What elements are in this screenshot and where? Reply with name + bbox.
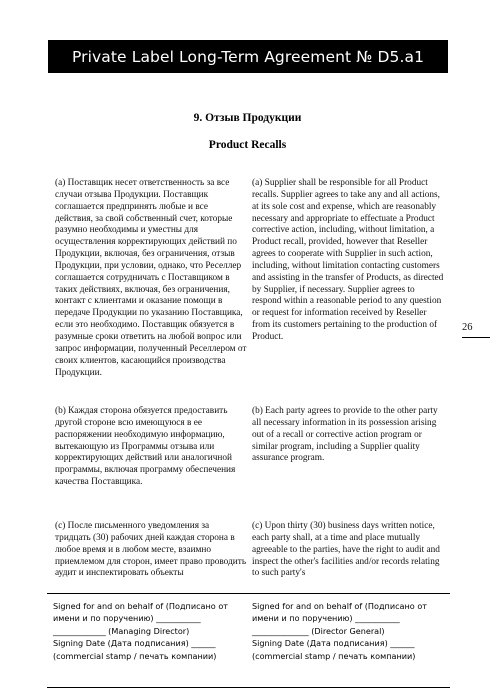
section-heading-en: Product Recalls <box>208 139 287 151</box>
section-heading-ru: 9. Отзыв Продукции <box>193 112 302 124</box>
page-number: 26 <box>462 322 473 333</box>
signature-right-line2: имени и по поручению) ___________ <box>252 613 400 624</box>
signature-right-line4: Signing Date (Дата подписания) ______ <box>252 638 415 649</box>
signature-right-line5: (commercial stamp / печать компании) <box>252 650 416 661</box>
paragraph-a-en: (a) Supplier shall be responsible for all Product recalls. Supplier agrees to take any and all actions, at its sole cost and expense, which are reasonably necessary and appropriate to effectuate a Product corrective action, including, without limitation, a Product recall, provided, however that Reseller agrees to cooperate with Supplier in such action, including, without limitation contacting customers and assisting in the transfer of Products, as directed by Supplier, if necessary. Supplier agrees to respond within a reasonable period to any question or request for information received by Reseller from its customers pertaining to the production of Product. <box>252 178 444 342</box>
document-title: Private Label Long-Term Agreement № D5.a1 <box>71 47 425 66</box>
page-number-rule <box>462 337 490 338</box>
paragraph-c-ru: (c) После письменного уведомления за тридцать (30) рабочих дней каждая сторона в любое время и в любом месте, взаимно приемлемом для сторон, имеет право проводить аудит и инспектировать объекты <box>55 521 247 579</box>
paragraph-b-ru: (b) Каждая сторона обязуется предоставить другой стороне всю имеющуюся в ее распоряжении необходимую информацию, вытекающую из Программы отзыва или корректирующих действий или аналогичной программы, включая программу обеспечения качества Поставщика. <box>55 406 236 488</box>
signature-left-line1: Signed for and on behalf of (Подписано от <box>53 601 228 611</box>
signature-left-line3: _____________ (Managing Director) <box>53 625 190 636</box>
paragraph-a-ru: (a) Поставщик несет ответственность за все случаи отзыва Продукции. Поставщик соглашается предпринять любые и все действия, за свой собственный счет, которые разумно необходимы и уместны для осуществления корректирующих действий по Продукции, включая, без ограничения, отзыв Продукции, при условии, однако, что Реселлер соглашается сотрудничать с Поставщиком в таких действиях, включая, без ограничения, контакт с клиентами и оказание помощи в передаче Продукции по указанию Поставщика, если это необходимо. Поставщик обязуется в разумные сроки ответить на любой вопрос или запрос информации, полученный Реселлером от своих клиентов, касающийся производства Продукции. <box>55 178 247 378</box>
paragraph-b-en: (b) Each party agrees to provide to the other party all necessary information in its possession arising out of a recall or corrective action program or similar program, including a Supplier quality assurance program. <box>252 406 438 464</box>
document-title-bar <box>48 40 448 73</box>
signature-right-line1: Signed for and on behalf of (Подписано от <box>252 601 427 611</box>
paragraph-c-en: (c) Upon thirty (30) business days written notice, each party shall, at a time and place mutually agreeable to the parties, have the right to audit and inspect the other's facilities and/or records relating to such party's <box>252 521 440 579</box>
signature-left-line4: Signing Date (Дата подписания) ______ <box>53 638 216 649</box>
signature-left-line2: имени и по поручению) ___________ <box>53 613 201 624</box>
signature-footer <box>47 593 450 688</box>
signature-block-left <box>53 600 249 662</box>
signature-block-right <box>252 600 448 662</box>
signature-left-line5: (commercial stamp / печать компании) <box>53 650 217 661</box>
signature-right-line3: ______________ (Director General) <box>252 625 385 636</box>
